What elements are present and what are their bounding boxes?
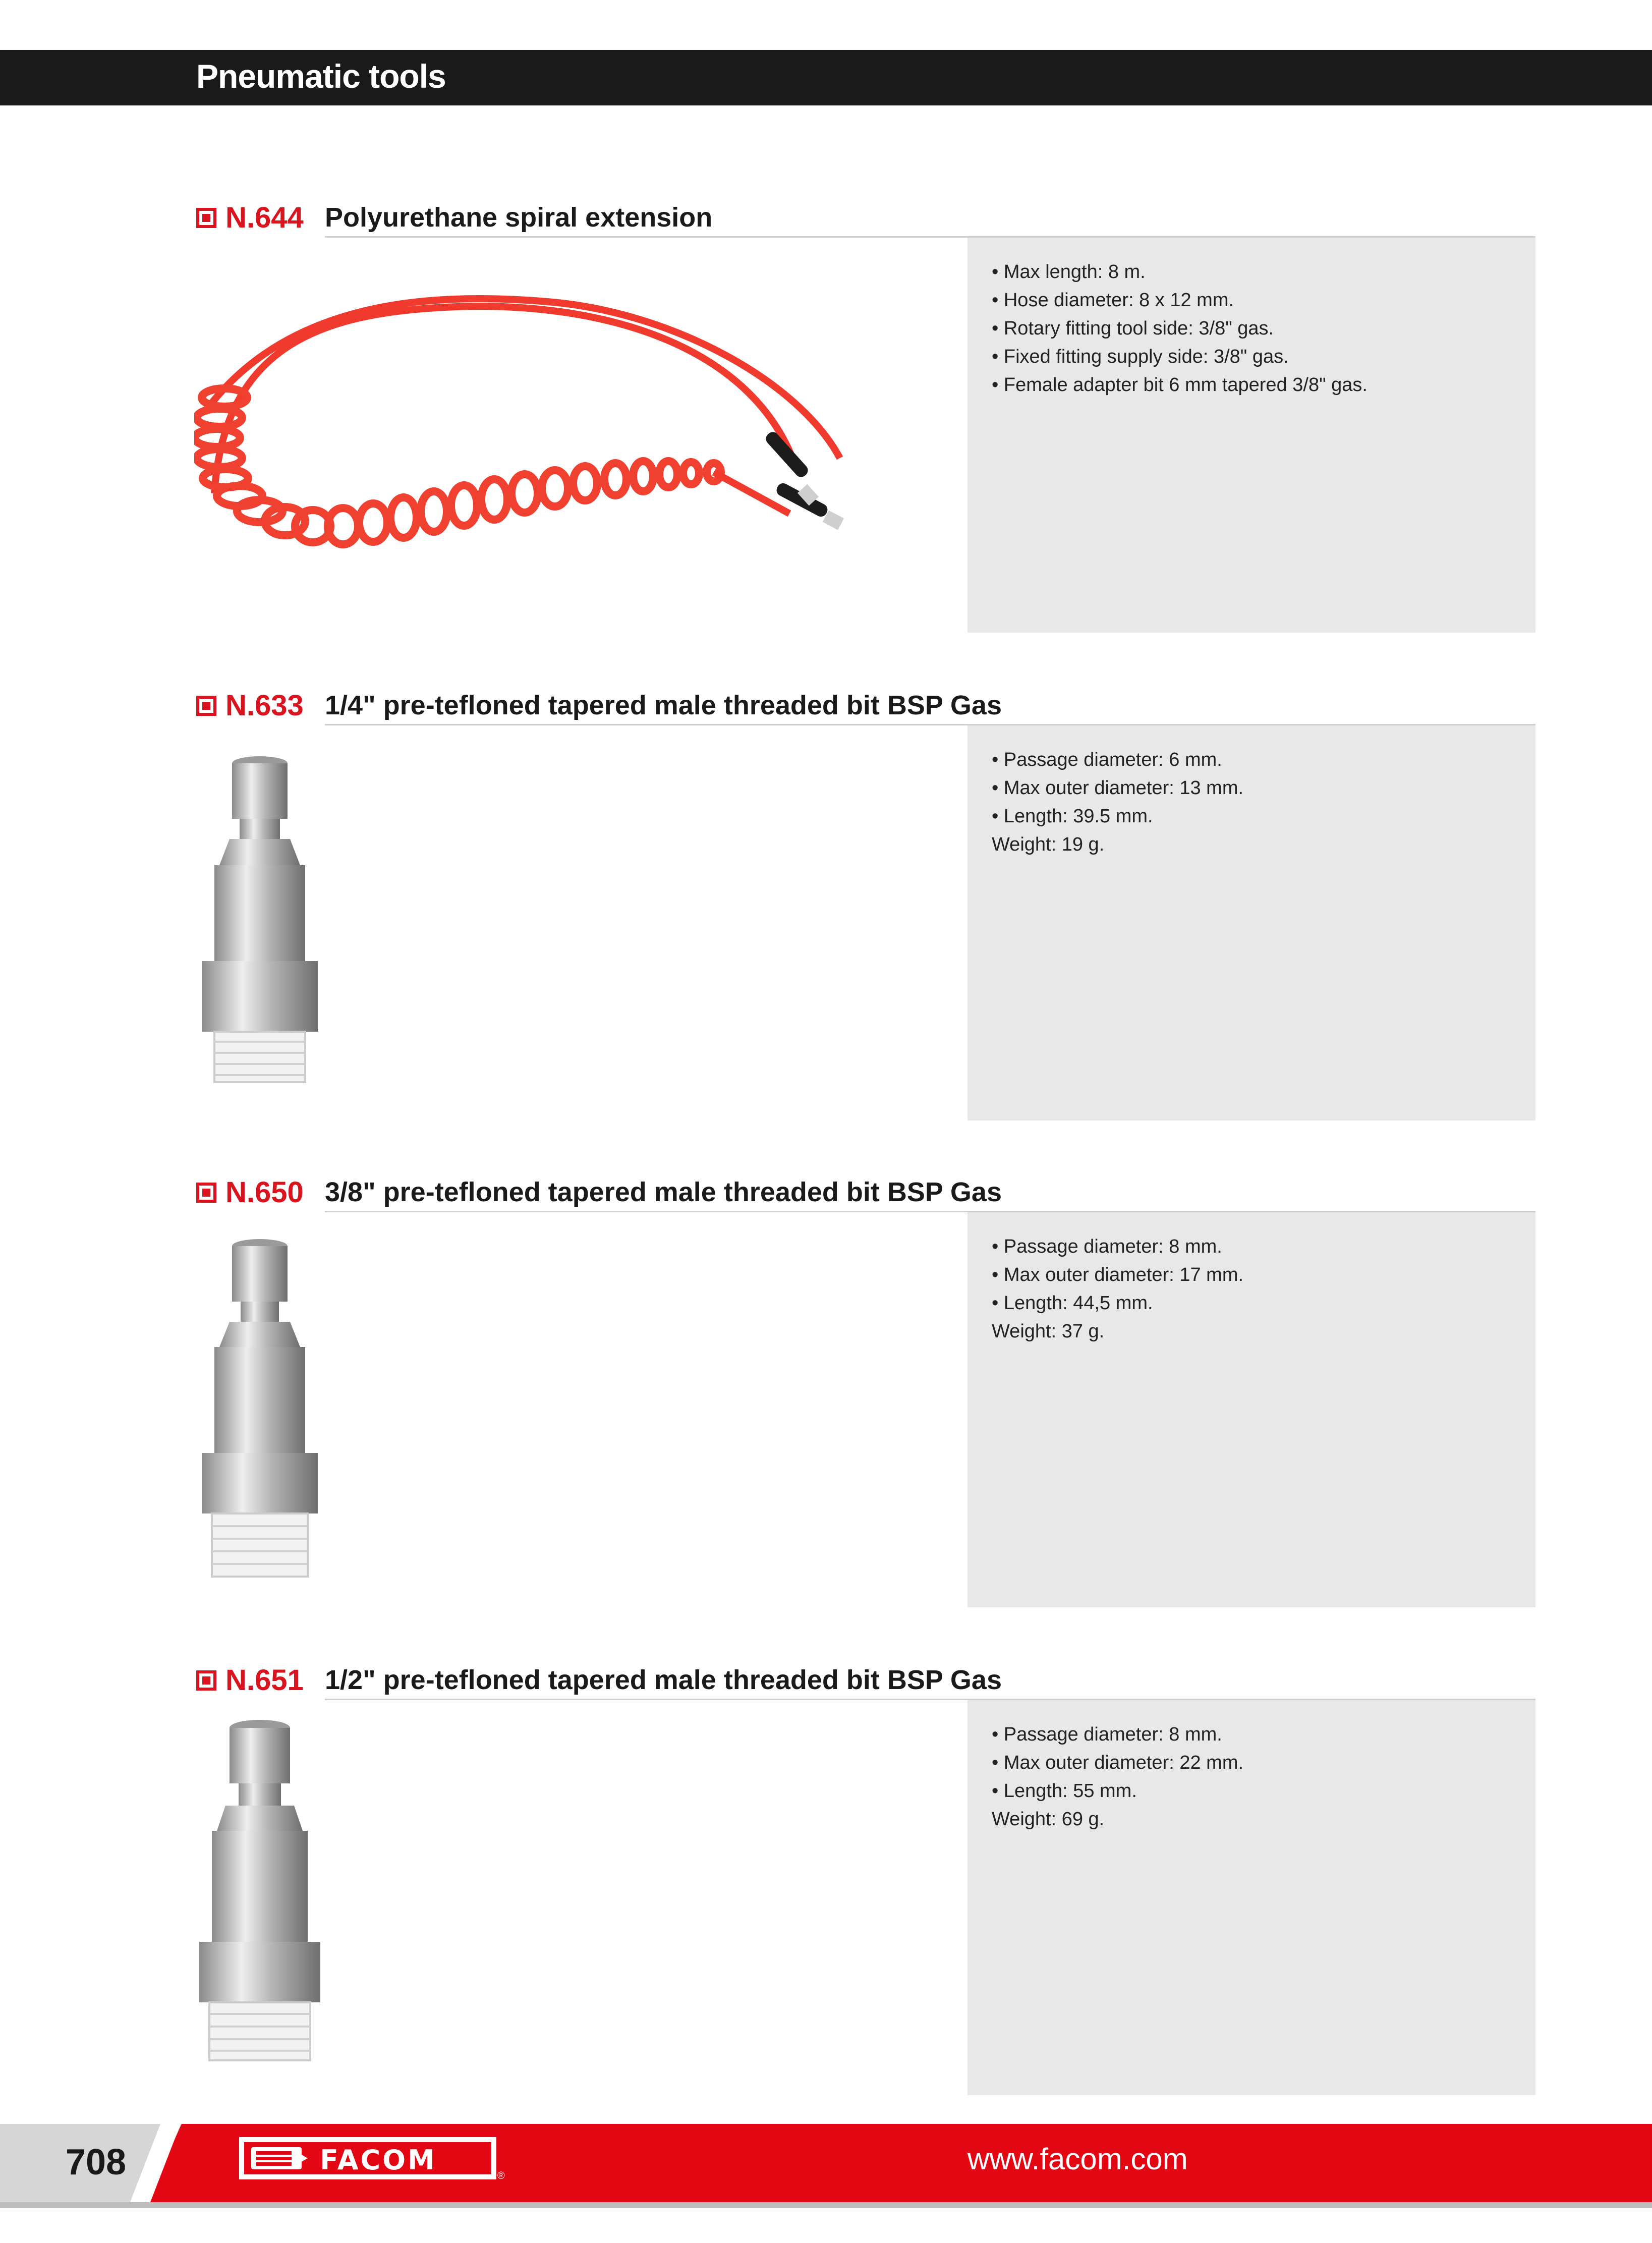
logo-plate xyxy=(244,2142,491,2174)
spec-item: • Passage diameter: 8 mm. xyxy=(992,1236,1222,1257)
specifications-panel xyxy=(967,1700,1535,2095)
product-title: 1/4" pre-tefloned tapered male threaded bit BSP Gas xyxy=(325,690,1002,720)
spec-item: • Length: 55 mm. xyxy=(992,1780,1137,1802)
product-code: N.651 xyxy=(225,1664,304,1697)
spec-list xyxy=(992,746,1243,859)
specifications-panel xyxy=(967,238,1535,633)
spec-item: • Max outer diameter: 17 mm. xyxy=(992,1264,1244,1285)
reference-marker-icon xyxy=(196,696,216,716)
specifications-panel xyxy=(967,725,1535,1120)
footer-bottom-strip xyxy=(0,2202,1652,2208)
spec-item: • Fixed fitting supply side: 3/8" gas. xyxy=(992,346,1289,367)
threaded-bit-image xyxy=(194,744,325,1087)
header-bar xyxy=(0,50,1652,105)
page-title: Pneumatic tools xyxy=(196,58,446,95)
spiral-hose-image xyxy=(194,282,880,604)
product-code: N.650 xyxy=(225,1176,304,1209)
specifications-panel xyxy=(967,1212,1535,1607)
spec-item: • Length: 39.5 mm. xyxy=(992,806,1153,827)
facom-logo xyxy=(239,2137,496,2179)
page-number: 708 xyxy=(66,2142,127,2182)
reference-marker-icon xyxy=(196,1183,216,1203)
spec-item: Weight: 69 g. xyxy=(992,1809,1105,1830)
spec-item: • Passage diameter: 8 mm. xyxy=(992,1724,1222,1745)
product-code: N.644 xyxy=(225,201,304,234)
spec-item: Weight: 19 g. xyxy=(992,834,1105,855)
spec-item: • Passage diameter: 6 mm. xyxy=(992,749,1222,770)
product-title: 3/8" pre-tefloned tapered male threaded bit BSP Gas xyxy=(325,1177,1002,1207)
reference-marker-icon xyxy=(196,1670,216,1691)
spec-item: • Max length: 8 m. xyxy=(992,261,1146,283)
spec-item: • Female adapter bit 6 mm tapered 3/8" gas. xyxy=(992,374,1368,396)
reference-marker-icon xyxy=(196,208,216,228)
product-code: N.633 xyxy=(225,689,304,722)
spec-item: • Rotary fitting tool side: 3/8" gas. xyxy=(992,318,1274,339)
spec-list xyxy=(992,1720,1243,1833)
spec-item: Weight: 37 g. xyxy=(992,1321,1105,1342)
threaded-bit-image xyxy=(194,1231,325,1584)
spec-item: • Max outer diameter: 13 mm. xyxy=(992,777,1244,799)
spec-list xyxy=(992,1232,1243,1345)
facom-emblem-icon xyxy=(251,2147,312,2169)
registered-mark: ® xyxy=(497,2170,505,2181)
spec-item: • Length: 44,5 mm. xyxy=(992,1293,1153,1314)
spec-list xyxy=(992,258,1368,399)
spec-item: • Max outer diameter: 22 mm. xyxy=(992,1752,1244,1773)
website-link[interactable]: www.facom.com xyxy=(967,2142,1188,2176)
product-title: Polyurethane spiral extension xyxy=(325,202,713,233)
threaded-bit-image xyxy=(194,1714,325,2067)
brand-name: FACOM xyxy=(320,2144,437,2176)
spec-item: • Hose diameter: 8 x 12 mm. xyxy=(992,290,1234,311)
product-title: 1/2" pre-tefloned tapered male threaded bit BSP Gas xyxy=(325,1665,1002,1695)
